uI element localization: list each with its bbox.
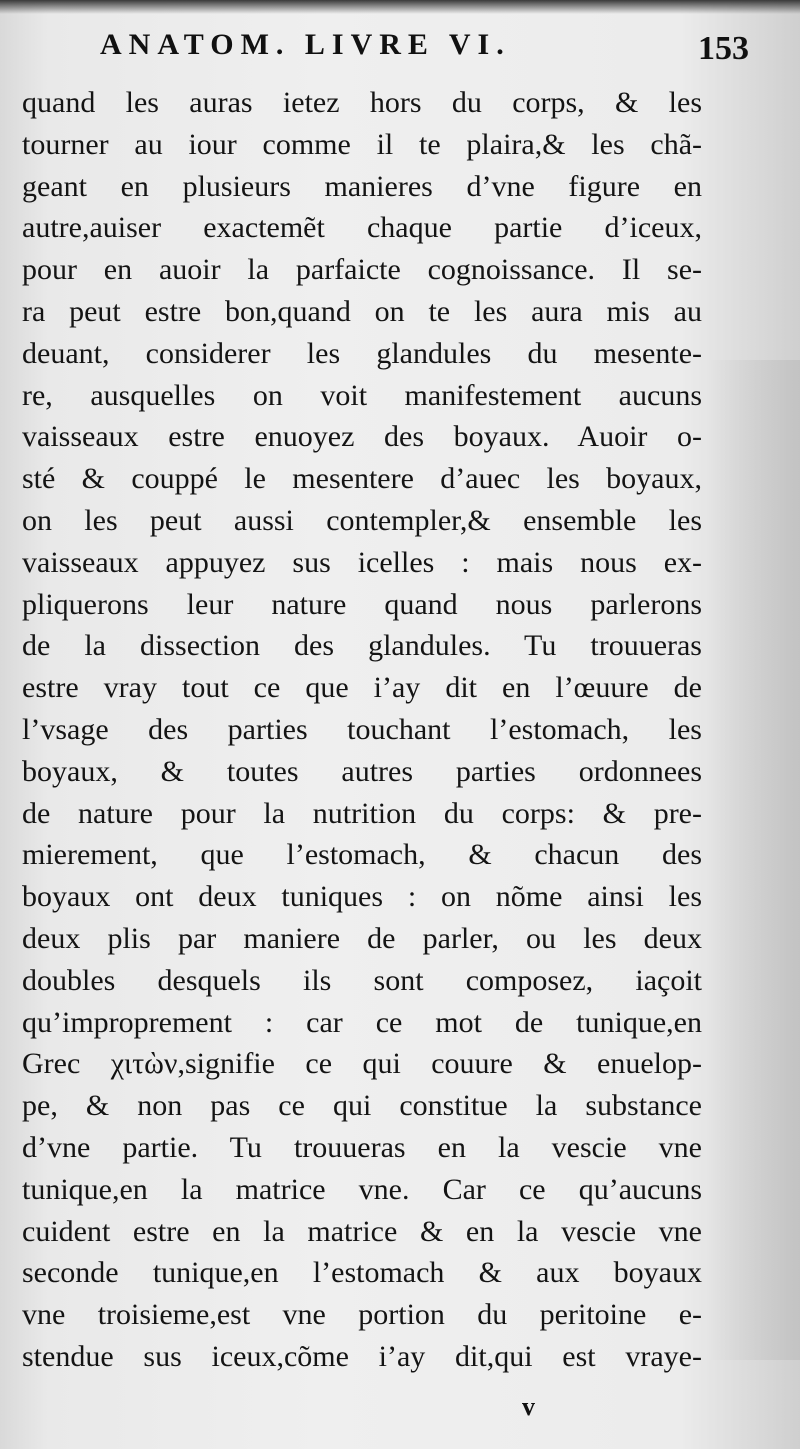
text-line: boyaux ont deux tuniques : on nõme ainsi les bbox=[22, 880, 702, 914]
text-line: deuant, considerer les glandules du mesente- bbox=[22, 336, 702, 370]
margin-bleed-through bbox=[708, 360, 800, 1360]
text-line: vaisseaux appuyez sus icelles : mais nous ex- bbox=[22, 545, 702, 579]
text-line: pe, & non pas ce qui constitue la substance bbox=[22, 1089, 702, 1123]
text-line: seconde tunique,en l’estomach & aux boyaux bbox=[22, 1256, 702, 1290]
text-line: re, ausquelles on voit manifestement aucuns bbox=[22, 378, 702, 412]
text-line: sté & couppé le mesentere d’auec les boyaux, bbox=[22, 462, 702, 496]
signature-mark: v bbox=[522, 1392, 535, 1421]
text-line: tunique,en la matrice vne. Car ce qu’aucuns bbox=[22, 1172, 702, 1206]
text-line: vaisseaux estre enuoyez des boyaux. Auoir o- bbox=[22, 420, 702, 454]
text-line: ra peut estre bon,quand on te les aura mis au bbox=[22, 294, 702, 328]
body-text bbox=[22, 82, 702, 1378]
page-number: 153 bbox=[698, 30, 749, 67]
text-line: Grec χιτὼν,signifie ce qui couure & enuelop- bbox=[22, 1047, 702, 1081]
running-head: ANATOM. LIVRE VI. bbox=[100, 28, 511, 61]
text-line: vne troisieme,est vne portion du peritoine e- bbox=[22, 1298, 702, 1332]
text-line: de la dissection des glandules. Tu trouueras bbox=[22, 629, 702, 663]
text-line: de nature pour la nutrition du corps: & pre- bbox=[22, 796, 702, 830]
text-line: autre,auiser exactemẽt chaque partie d’iceux, bbox=[22, 211, 702, 245]
text-line: quand les auras ietez hors du corps, & les bbox=[22, 86, 702, 119]
text-line: geant en plusieurs manieres d’vne figure en bbox=[22, 169, 702, 203]
text-line: deux plis par maniere de parler, ou les deux bbox=[22, 921, 702, 955]
text-line: l’vsage des parties touchant l’estomach, les bbox=[22, 712, 702, 746]
text-line: pliquerons leur nature quand nous parlerons bbox=[22, 587, 702, 621]
text-line: tourner au iour comme il te plaira,& les chã- bbox=[22, 127, 702, 161]
text-line: on les peut aussi contempler,& ensemble les bbox=[22, 503, 702, 537]
text-line: mierement, que l’estomach, & chacun des bbox=[22, 838, 702, 872]
text-line: pour en auoir la parfaicte cognoissance. Il se- bbox=[22, 253, 702, 287]
text-line: estre vray tout ce que i’ay dit en l’œuure de bbox=[22, 671, 702, 705]
text-line: doubles desquels ils sont composez, iaçoit bbox=[22, 963, 702, 997]
text-line: boyaux, & toutes autres parties ordonnees bbox=[22, 754, 702, 788]
text-line: d’vne partie. Tu trouueras en la vescie vne bbox=[22, 1130, 702, 1164]
text-line: cuident estre en la matrice & en la vescie vne bbox=[22, 1214, 702, 1248]
text-line: stendue sus iceux,cõme i’ay dit,qui est vraye- bbox=[22, 1339, 702, 1373]
text-line: qu’improprement : car ce mot de tunique,en bbox=[22, 1005, 702, 1039]
page-top-shadow bbox=[0, 0, 800, 14]
